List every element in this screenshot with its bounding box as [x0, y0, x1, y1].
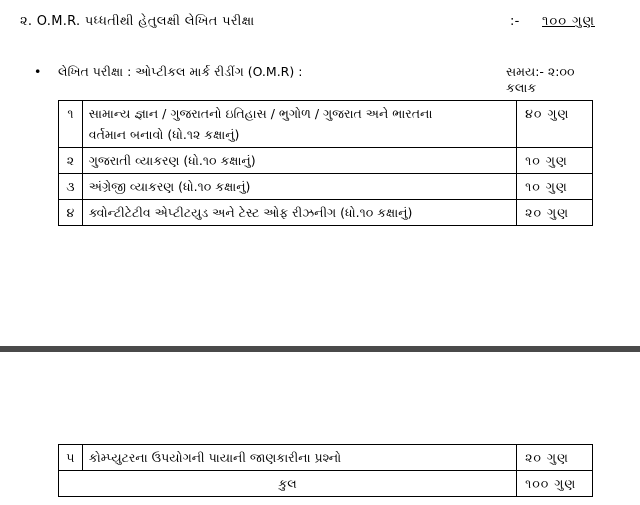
- row-marks: ૪૦ ગુણ: [517, 101, 593, 148]
- total-marks: ૧૦૦ ગુણ: [517, 471, 593, 497]
- row-subject: ગુજરાતી વ્યાકરણ (ધો.૧૦ કક્ષાનું): [82, 148, 516, 174]
- heading-total-marks: ૧૦૦ ગુણ: [542, 14, 595, 29]
- bullet-icon: •: [34, 64, 42, 79]
- row-subject: ક્વોન્ટીટેટીવ એપ્ટીટયુડ અને ટેસ્ટ ઓફ રીઝનીગ (ધો.૧૦ કક્ષાનું): [82, 200, 516, 226]
- table-row: [59, 148, 593, 174]
- row-marks: ૨૦ ગુણ: [517, 200, 593, 226]
- table-row: [59, 200, 593, 226]
- row-number: ૨: [59, 148, 83, 174]
- section-title: ૨. O.M.R. પધ્ધતીથી હેતુલક્ષી લેખિત પરીક્ષા: [20, 14, 255, 29]
- row-subject: કોમ્પ્યુટરના ઉપયોગની પાયાની જાણકારીના પ્રશ્નો: [82, 445, 516, 471]
- total-row: [59, 471, 593, 497]
- table-row: [59, 174, 593, 200]
- syllabus-table-continued: [58, 444, 593, 497]
- total-label: કુલ: [59, 471, 517, 497]
- heading-separator: :-: [510, 14, 520, 29]
- row-number: ૩: [59, 174, 83, 200]
- exam-duration: સમય:- ૨:૦૦ કલાક: [506, 64, 575, 95]
- table-row: [59, 101, 593, 148]
- syllabus-table: [58, 100, 593, 226]
- exam-mode-label: લેખિત પરીક્ષા : ઓપ્ટીકલ માર્ક રીડીંગ (O.M.R) :: [58, 64, 303, 79]
- exam-mode-line: [34, 64, 594, 95]
- table-row: [59, 445, 593, 471]
- row-number: ૫: [59, 445, 83, 471]
- row-subject-line: સામાન્ય જ્ઞાન / ગુજરાતનો ઇતિહાસ / ભુગોળ / ગુજરાત અને ભારતના: [88, 106, 433, 121]
- row-number: ૪: [59, 200, 83, 226]
- row-marks: ૧૦ ગુણ: [517, 174, 593, 200]
- row-subject: [82, 101, 516, 148]
- row-number: ૧: [59, 101, 83, 148]
- section-heading: [20, 14, 620, 36]
- row-marks: ૧૦ ગુણ: [517, 148, 593, 174]
- row-marks: ૨૦ ગુણ: [517, 445, 593, 471]
- row-subject-line: વર્તમાન બનાવો (ધો.૧૨ કક્ષાનું): [88, 127, 240, 142]
- row-subject: અંગ્રેજી વ્યાકરણ (ધો.૧૦ કક્ષાનું): [82, 174, 516, 200]
- page-break-divider: [0, 346, 640, 352]
